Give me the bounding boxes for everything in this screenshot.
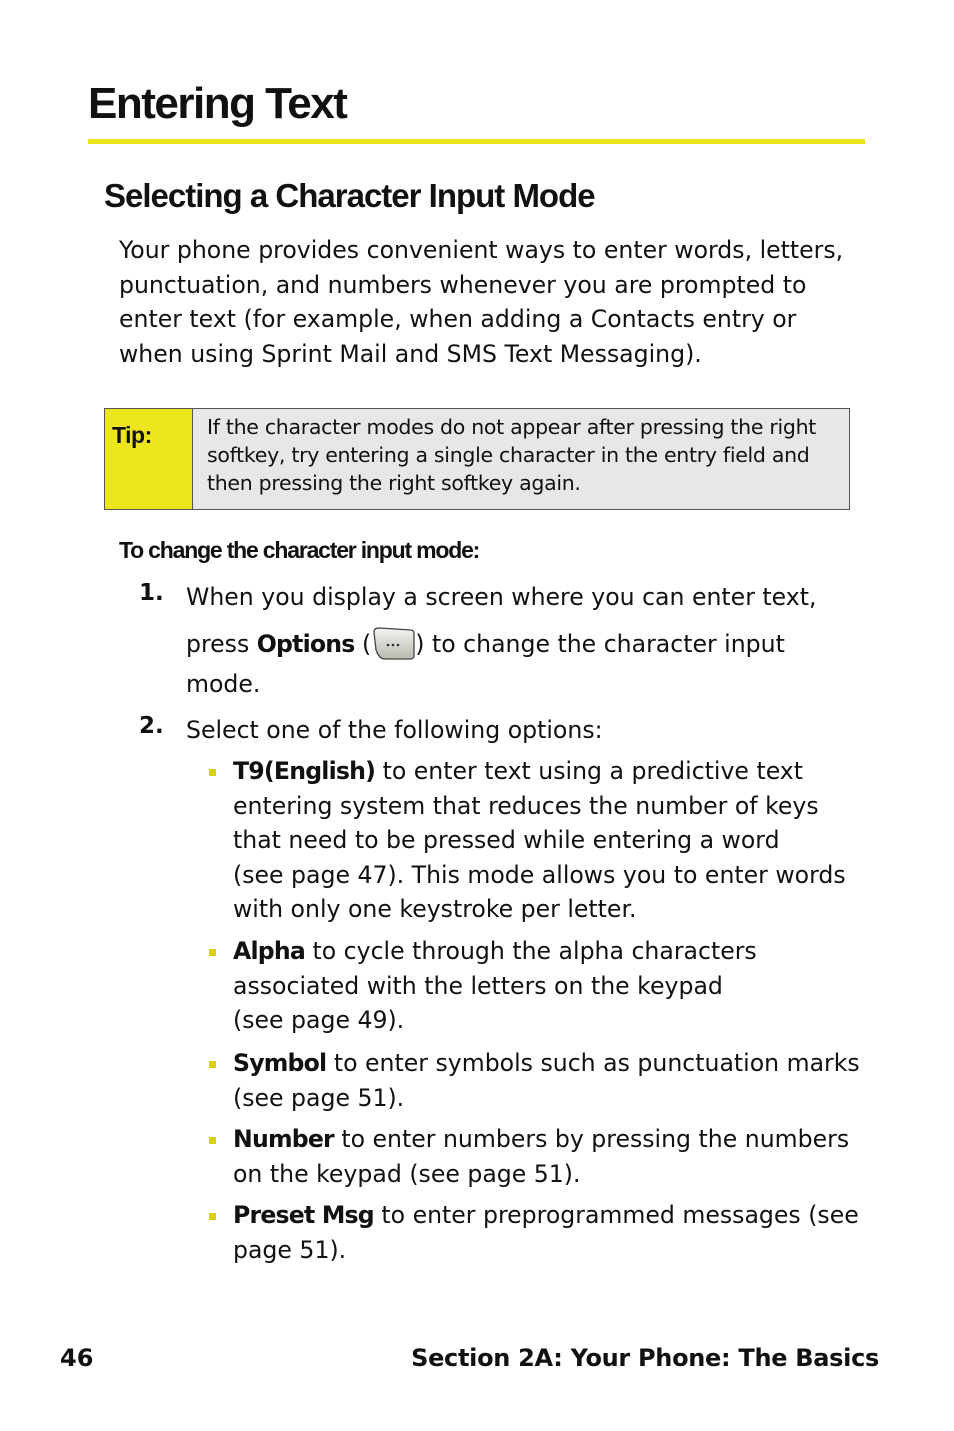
option-item-symbol xyxy=(233,1046,873,1115)
option-line xyxy=(233,934,873,969)
step-2-text: Select one of the following options: xyxy=(186,716,603,744)
option-line: (see page 51). xyxy=(233,1083,405,1112)
option-item-number xyxy=(233,1122,873,1191)
option-line: on the keypad (see page 51). xyxy=(233,1159,581,1188)
option-line xyxy=(233,1046,873,1081)
option-desc: to enter numbers by pressing the numbers xyxy=(333,1125,850,1153)
option-line: with only one keystroke per letter. xyxy=(233,895,637,924)
tip-line: softkey, try entering a single character in the entry field and xyxy=(207,443,810,467)
step-line xyxy=(186,627,866,667)
step-1-text xyxy=(186,580,866,701)
option-term: Preset Msg xyxy=(233,1201,374,1229)
step-line: When you display a screen where you can enter text, xyxy=(186,583,817,611)
right-softkey-icon xyxy=(371,626,415,660)
step-text-fragment: press xyxy=(186,630,257,658)
option-term: Alpha xyxy=(233,937,305,965)
option-line xyxy=(233,1198,873,1233)
bullet-marker xyxy=(209,769,216,776)
tip-box xyxy=(104,408,850,510)
section-heading: Selecting a Character Input Mode xyxy=(104,177,595,214)
step-line: mode. xyxy=(186,670,261,698)
step-text-fragment: ) to change the character input xyxy=(415,630,785,658)
bullet-marker xyxy=(209,949,216,956)
options-key-name: Options xyxy=(256,630,355,658)
step-text-fragment: ( xyxy=(354,630,372,658)
option-line: associated with the letters on the keypad xyxy=(233,971,723,1000)
option-term: Number xyxy=(233,1125,334,1153)
page-number: 46 xyxy=(60,1344,94,1372)
option-line: (see page 49). xyxy=(233,1006,405,1035)
page-title: Entering Text xyxy=(88,79,347,128)
step-number: 2. xyxy=(139,713,164,739)
intro-paragraph xyxy=(119,233,869,371)
bullet-marker xyxy=(209,1137,216,1144)
tip-text xyxy=(193,409,849,509)
procedure-heading: To change the character input mode: xyxy=(119,537,480,563)
option-line xyxy=(233,1122,873,1157)
option-item-preset-msg xyxy=(233,1198,873,1267)
bullet-marker xyxy=(209,1213,216,1220)
intro-line: Your phone provides convenient ways to enter words, letters, xyxy=(119,236,844,264)
bullet-marker xyxy=(209,1061,216,1068)
step-number: 1. xyxy=(139,580,164,606)
tip-line: If the character modes do not appear after pressing the right xyxy=(207,415,817,439)
intro-line: enter text (for example, when adding a Contacts entry or xyxy=(119,305,797,333)
option-line: page 51). xyxy=(233,1235,347,1264)
option-line: that need to be pressed while entering a word xyxy=(233,826,780,855)
tip-label: Tip: xyxy=(105,409,193,509)
option-desc: to cycle through the alpha characters xyxy=(304,937,757,965)
option-line xyxy=(233,754,873,789)
section-footer: Section 2A: Your Phone: The Basics xyxy=(411,1344,879,1372)
option-item-alpha xyxy=(233,934,873,1038)
option-line: (see page 47). This mode allows you to enter words xyxy=(233,860,846,889)
option-term: T9(English) xyxy=(233,757,376,785)
option-term: Symbol xyxy=(233,1049,327,1077)
option-item-t9 xyxy=(233,754,873,927)
option-desc: to enter text using a predictive text xyxy=(375,757,804,785)
intro-line: when using Sprint Mail and SMS Text Messaging). xyxy=(119,339,702,368)
option-desc: to enter preprogrammed messages (see xyxy=(373,1201,859,1229)
intro-line: punctuation, and numbers whenever you are prompted to xyxy=(119,270,807,299)
tip-line: then pressing the right softkey again. xyxy=(207,471,581,495)
option-line: entering system that reduces the number of keys xyxy=(233,791,819,820)
title-underline xyxy=(88,139,865,144)
option-desc: to enter symbols such as punctuation marks xyxy=(326,1049,860,1077)
